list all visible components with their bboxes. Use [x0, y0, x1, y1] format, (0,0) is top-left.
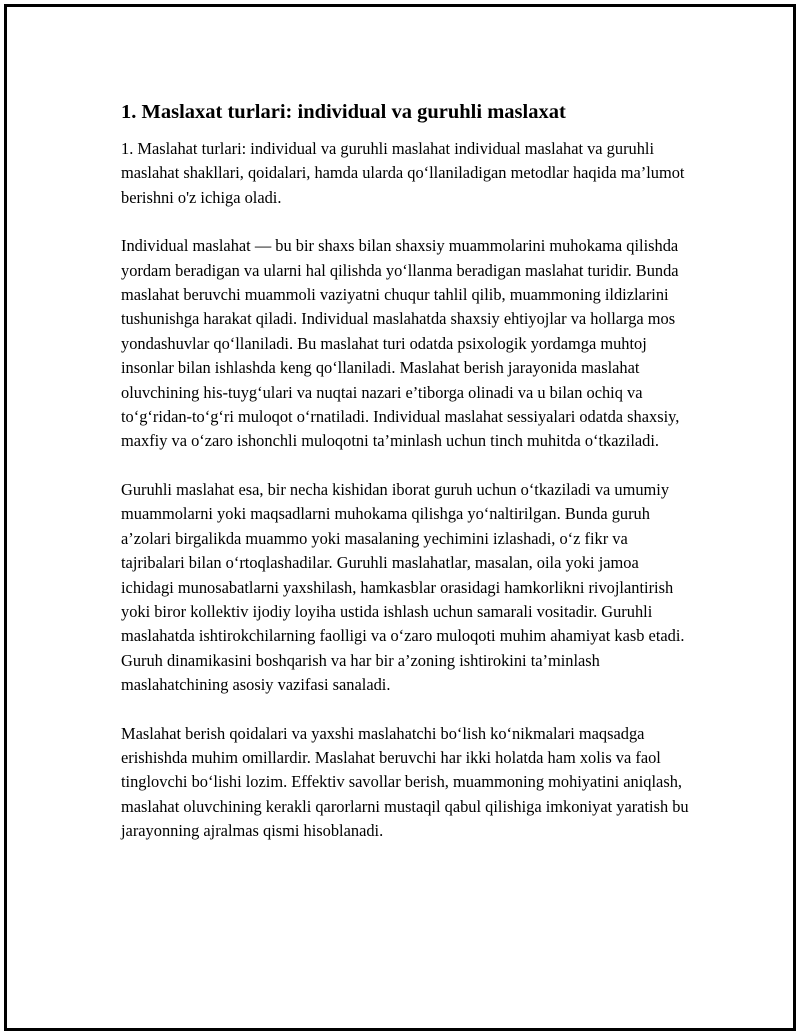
paragraph-intro: 1. Maslahat turlari: individual va guruhli maslahat individual maslahat va guruhli maslahat shakllari, qoidalari, hamda ularda qo‘llaniladigan metodlar haqida ma’lumot berishni o'z ichiga oladi.	[121, 139, 685, 207]
paragraph-individual: Individual maslahat — bu bir shaxs bilan shaxsiy muammolarini muhokama qilishda yordam beradigan va ularni hal qilishda yo‘llanma beradigan maslahat turidir. Bunda maslahat beruvchi muammoli vaziyatni chuqur tahlil qilib, muammoning ildizlarini tushunishga harakat qiladi. Individual maslahatda shaxsiy ehtiyojlar va hollarga mos yondashuvlar qo‘llaniladi. Bu maslahat turi odatda psixologik yordamga muhtoj insonlar bilan ishlashda keng qo‘llaniladi. Maslahat berish jarayonida maslahat oluvchining his-tuyg‘ulari va nuqtai nazari e’tiborga olinadi va u bilan ochiq va to‘g‘ridan-to‘g‘ri muloqot o‘rnatiladi. Individual maslahat sessiyalari odatda shaxsiy, maxfiy va o‘zaro ishonchli muloqotni ta’minlash uchun tinch muhitda o‘tkaziladi.	[121, 236, 680, 451]
paragraph-group: Guruhli maslahat esa, bir necha kishidan iborat guruh uchun o‘tkaziladi va umumiy muammolarni yoki maqsadlarni muhokama qilishga yo‘naltirilgan. Bunda guruh a’zolari birgalikda muammo yoki masalaning yechimini izlashadi, o‘z fikr va tajribalari bilan o‘rtoqlashadilar. Guruhli maslahatlar, masalan, oila yoki jamoa ichidagi munosabatlarni yaxshilash, hamkasblar orasidagi hamkorlikni rivojlantirish yoki biror kollektiv ijodiy loyiha ustida ishlash uchun samarali vositadir. Guruhli maslahatda ishtirokchilarning faolligi va o‘zaro muloqoti muhim ahamiyat kasb etadi. Guruh dinamikasini boshqarish va har bir a’zoning ishtirokini ta’minlash maslahatchining asosiy vazifasi sanaladi.	[121, 479, 685, 695]
document-body	[121, 97, 695, 868]
paragraph-rules: Maslahat berish qoidalari va yaxshi maslahatchi bo‘lish ko‘nikmalari maqsadga erishishda muhim omillardir. Maslahat beruvchi har ikki holatda ham xolis va faol tinglovchi bo‘lishi lozim. Effektiv savollar berish, muammoning mohiyatini aniqlash, maslahat oluvchining kerakli qarorlarni mustaqil qabul qilishiga imkoniyat yaratish bu jarayonning ajralmas qismi hisoblanadi.	[121, 723, 689, 841]
document-page	[4, 4, 796, 1031]
document-title: 1. Maslaxat turlari: individual va guruhli maslaxat	[121, 101, 566, 123]
